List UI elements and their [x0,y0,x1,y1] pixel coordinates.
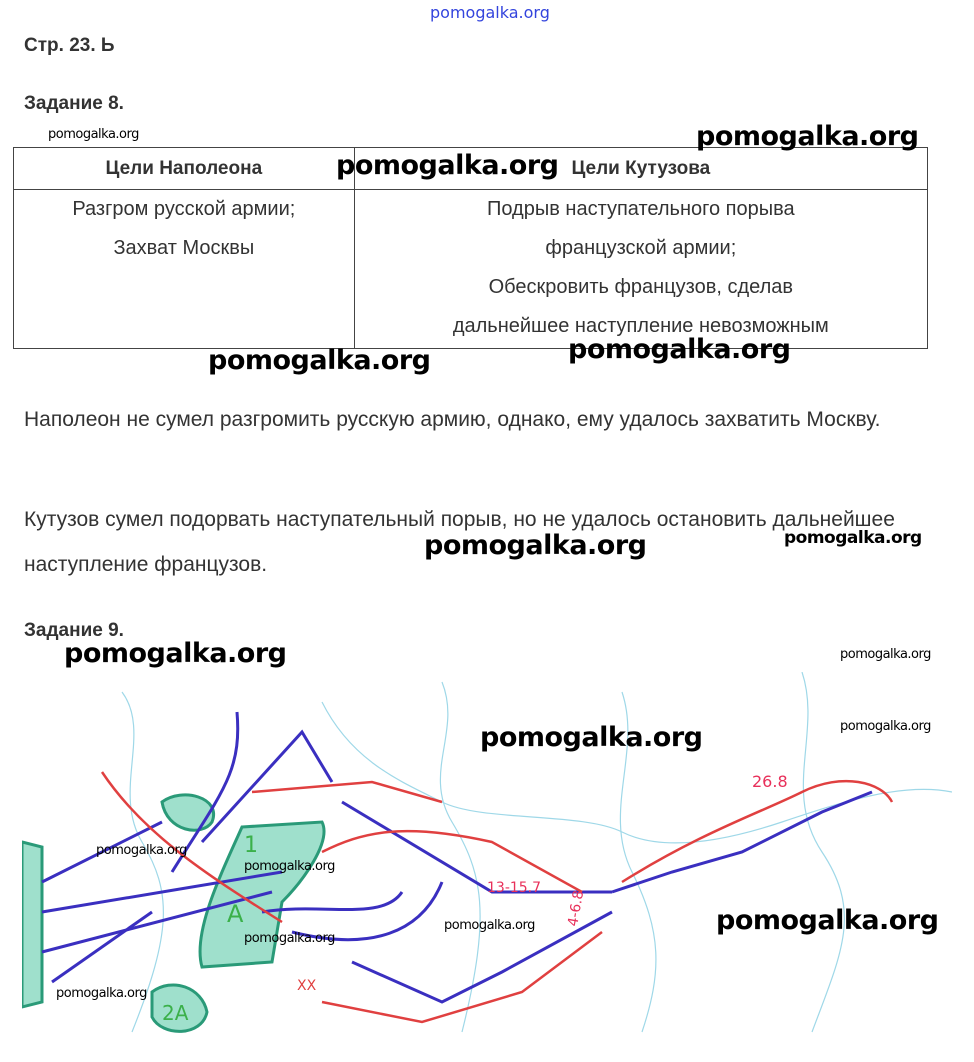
watermark: pomogalka.org [208,345,431,376]
napoleon-goals [14,190,355,349]
watermark: pomogalka.org [840,719,931,734]
paragraph-napoleon: Наполеон не сумел разгромить русскую армию, однако, ему удалось захватить Москву. [24,408,881,431]
task8-title: Задание 8. [24,93,124,114]
map-label: 1 [244,833,258,858]
watermark: pomogalka.org [716,905,939,936]
watermark: pomogalka.org [696,121,919,152]
watermark: pomogalka.org [444,918,535,933]
map-label: 26.8 [752,772,788,791]
watermark: pomogalka.org [56,986,147,1001]
watermark: pomogalka.org [64,638,287,669]
goal: Разгром русской армии; [72,198,296,220]
watermark: pomogalka.org [480,722,703,753]
watermark: pomogalka.org [568,334,791,365]
page-ref: Стр. 23. Ь [24,35,115,56]
map-label: А [227,900,244,928]
map-label: 2А [162,1001,189,1025]
map-label: ХХ [297,978,317,994]
goal: Обескровить французов, сделав [488,276,794,298]
watermark: pomogalka.org [48,127,139,142]
header-watermark: pomogalka.org [430,3,550,22]
watermark: pomogalka.org [424,530,647,561]
task9-title: Задание 9. [24,620,124,641]
watermark: pomogalka.org [336,150,559,181]
watermark: pomogalka.org [244,931,335,946]
watermark: pomogalka.org [784,528,922,548]
goal: Подрыв наступательного порыва [487,198,795,220]
goal: Захват Москвы [113,237,255,259]
watermark: pomogalka.org [244,859,335,874]
goal: дальнейшее наступление невозможным [452,315,829,337]
header-napoleon: Цели Наполеона [14,148,355,190]
kutuzov-goals [354,190,927,349]
map-label: 13-15.7 [487,880,542,896]
map-label: 4-6.8 [565,889,588,928]
watermark: pomogalka.org [96,843,187,858]
paragraph-kutuzov: Кутузов сумел подорвать наступательный порыв, но не удалось остановить дальнейшее наступление французов. [24,508,895,576]
goal: французской армии; [545,237,737,259]
watermark: pomogalka.org [840,647,931,662]
header-kutuzov: Цели Кутузова [354,148,927,190]
